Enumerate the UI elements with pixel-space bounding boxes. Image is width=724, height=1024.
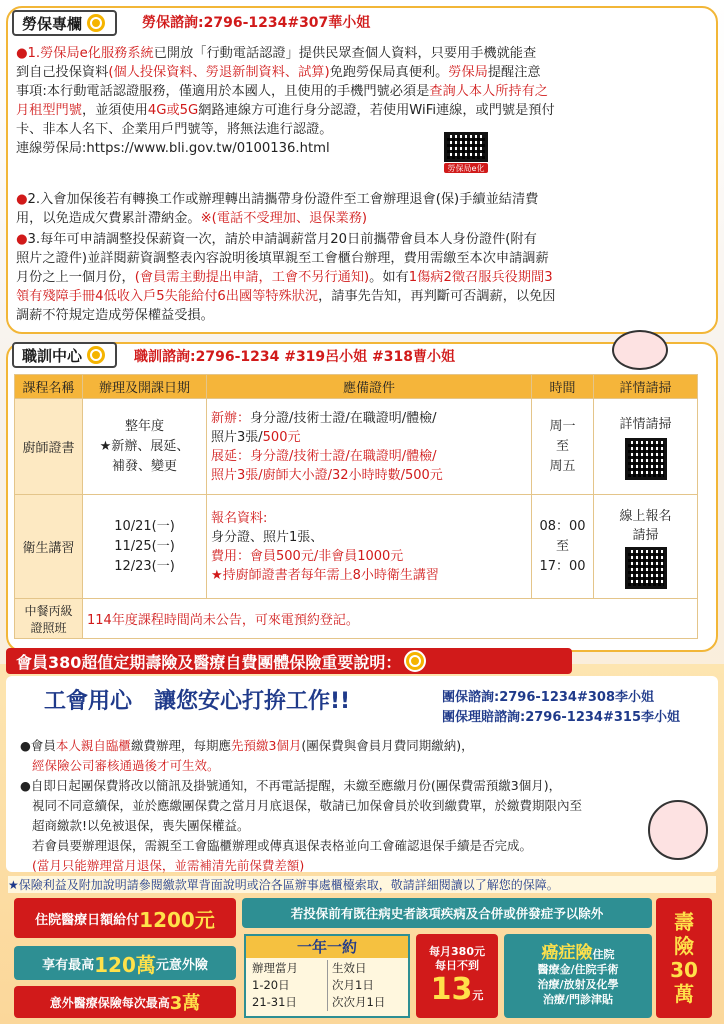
cell-text: 新辦： [211, 410, 251, 426]
value: 120萬 [94, 952, 156, 977]
cell-text: 線上報名 [619, 508, 672, 524]
bar-title: 會員380超值定期壽險及醫療自費團體保險重要說明： [16, 652, 402, 672]
bullet: ●1. [16, 46, 41, 61]
effective-col [327, 960, 402, 1011]
cell-text: 照片3張/廚師大小證/32小時時數/500元 [211, 467, 443, 483]
item-2 [16, 190, 714, 228]
header-time: 時間 [532, 375, 594, 399]
text: 提醒注意 [487, 65, 541, 80]
scan-cell [594, 399, 698, 495]
megaphone-mascot-icon [612, 330, 668, 370]
value: 13 [430, 972, 473, 1007]
header-scan: 詳情請掃 [594, 375, 698, 399]
header-course: 課程名稱 [15, 375, 83, 399]
qr-code[interactable] [625, 438, 667, 480]
text: 萬 [674, 982, 694, 1006]
text: 住院醫療日額給付 [35, 912, 140, 928]
text-red: ※(電話不受理加、退保業務) [200, 211, 368, 226]
text-red: (會員需主動提出申請，工會不另行通知) [134, 270, 370, 285]
cell-text: 周一 [549, 418, 576, 434]
value: 30 [670, 958, 698, 982]
text-red: 4G或5G [147, 103, 199, 118]
table-row [15, 599, 698, 639]
qr-code[interactable] [625, 547, 667, 589]
text: 意外醫療保險每次最高 [49, 995, 170, 1010]
tag-label: 勞保專欄 [22, 14, 83, 33]
training-phone: 職訓諮詢:2796-1234 #319呂小姐 #318曹小姐 [134, 349, 455, 365]
time-cell [532, 495, 594, 599]
text: 照片之證件)並詳閱薪資調整表內容說明後填單親至工會櫃台辦理，費用需繳至本次申請調薪 [16, 251, 549, 266]
text-red: (當月只能辦理當月退保，並需補清先前保費差額) [32, 858, 305, 873]
text: 每日不到 [435, 959, 479, 972]
text: 壽 [674, 910, 694, 934]
cell-text: ★新辦、展延、 [99, 438, 190, 454]
accident-medical-box [14, 986, 236, 1018]
cell-text: 廚師證書 [22, 441, 75, 456]
exclusion-banner: 若投保前有既往病史者該項疾病及合併或併發症予以除外 [242, 898, 652, 928]
text-red: 經保險公司審核通過後才可生效。 [32, 758, 220, 773]
cell-text: 詳情請掃 [619, 417, 672, 432]
cell-text: 10/21(一) [114, 518, 175, 534]
text: 2.入會加保後若有轉換工作或辦理轉出請攜帶身份證件至工會辦理退會(保)手續並結清費 [27, 192, 539, 207]
text: 調薪不符規定造成勞保權益受損。 [16, 308, 214, 323]
text: ，請事先告知，再判斷可否調薪，以免因 [318, 289, 556, 304]
cell-text: 費用：會員500元/非會員1000元 [211, 548, 404, 564]
search-icon [404, 650, 426, 672]
text: 超商繳款!以免被退保，喪失團保權益。 [32, 818, 250, 833]
text-red: 月租型門號 [16, 103, 82, 118]
effective-dates [246, 958, 408, 1013]
course-name [15, 495, 83, 599]
one-year-box [244, 934, 410, 1018]
text: 醫療金/住院手術 [537, 962, 619, 976]
hospital-daily-box [14, 898, 236, 938]
title: 癌症險 [541, 942, 593, 963]
text-red: 先預繳3個月 [230, 738, 302, 753]
text-red: (個人投保資料、勞退新制資料、試算) [108, 65, 330, 80]
cell-text: 身分證、照片1張、 [211, 529, 324, 545]
time-cell [532, 399, 594, 495]
table-row [15, 495, 698, 599]
text-red: 1傷病2徵召服兵役期間3 [408, 270, 553, 285]
search-icon [85, 344, 107, 366]
text: 元 [472, 989, 484, 1002]
cell-text: 展延：身分證/技術士證/在職證明/體檢/ [211, 448, 437, 464]
text: 治療/放射及化學 [537, 977, 619, 991]
cell-text: 請掃 [632, 527, 659, 543]
cell-text: 身分證/技術士證/在職證明/體檢/ [250, 410, 437, 426]
slogan: 工會用心 讓您安心打拚工作!! [44, 689, 351, 714]
claims-phone: 團保理賠諮詢:2796-1234#315李小姐 [442, 710, 680, 725]
text: 生效日 [332, 961, 367, 975]
cell-text: 08：00 [539, 518, 586, 534]
docs-cell [207, 495, 532, 599]
insurance-note: ★保險利益及附加說明請參閱繳款單背面說明或洽各區辦事處櫃檯索取，敬請詳細閱讀以了解您的保障。 [8, 876, 716, 893]
text-red: 領有殘障手冊4低收入戶5失能給付6出國等特殊狀況 [16, 289, 319, 304]
labor-insurance-phone: 勞保諮詢:2796-1234#307華小姐 [142, 15, 371, 31]
text-red: 勞保局 [448, 65, 488, 80]
value: 1200元 [139, 907, 215, 932]
text: 若會員要辦理退保，需親至工會臨櫃辦理或傳真退保表格並向工會確認退保手續是否完成。 [32, 838, 533, 853]
group-insurance-bar [6, 648, 572, 674]
monthly-cost-box [416, 934, 498, 1018]
course-name [15, 599, 83, 639]
life-insurance-box [656, 898, 712, 1018]
text: 已開放「行動電話認證」提供民眾查個人資料，只要用手機就能查 [153, 46, 537, 61]
docs-cell [207, 399, 532, 495]
labor-insurance-tag [12, 10, 117, 36]
bli-link[interactable]: https://www.bli.gov.tw/0100136.html [86, 141, 330, 156]
text: 事項:本行動電話認證服務，僅適用於本國人，且使用的手機門號必須是 [16, 84, 430, 99]
date-cell [83, 495, 207, 599]
cell-text: 500元 [262, 429, 301, 445]
cell-text: 至 [555, 538, 569, 554]
text: ●會員 [20, 738, 56, 753]
cell-text: 照片3張/ [211, 429, 263, 445]
text: 視同不同意續保，並於應繳團保費之當月月底退保，敬請已加保會員於收到繳費單，於繳費期限內至 [32, 798, 583, 813]
apply-col [252, 960, 327, 1011]
table-row [15, 399, 698, 495]
bullet-dot: ● [16, 192, 28, 207]
text: 21-31日 [252, 995, 297, 1009]
text: ，並須使用 [81, 103, 148, 118]
cell-text: 114年度課程時間尚未公告，可來電預約登記。 [87, 613, 359, 628]
qr-code[interactable] [444, 132, 488, 162]
text-red: 本人親自臨櫃 [55, 738, 131, 753]
cell-text: 補發、變更 [111, 458, 177, 474]
header-date: 辦理及開課日期 [83, 375, 207, 399]
scan-cell [594, 495, 698, 599]
group-phone: 團保諮詢:2796-1234#308李小姐 [442, 690, 654, 705]
cell-text: 11/25(一) [114, 538, 175, 554]
course-name [15, 399, 83, 495]
text: 網路連線方可進行身分認證，若使用WiFi連線，或門號是預付 [198, 103, 555, 118]
text: 繳費辦理，每期應 [130, 738, 231, 753]
text: 到自己投保資料 [16, 65, 109, 80]
text: 住院 [592, 947, 615, 961]
text: 享有最高 [42, 957, 95, 973]
date-cell [83, 399, 207, 495]
text: 。如有 [369, 270, 409, 285]
text: 元意外險 [155, 957, 208, 973]
year-title: 一年一約 [246, 936, 408, 958]
cell-text: 至 [555, 438, 569, 454]
text: 免跑勞保局真便利。 [329, 65, 449, 80]
item-3 [16, 230, 714, 325]
text-red: 勞保局e化服務系統 [40, 46, 154, 61]
bullet-dot: ● [16, 232, 28, 247]
cell-text: ★持廚師證書者每年需上8小時衛生講習 [211, 567, 439, 583]
text: 治療/門診津貼 [542, 992, 614, 1006]
text: ●自即日起團保費將改以簡訊及掛號通知，不再電話提醒，未繳至應繳月份(團保費需預繳3個月)， [20, 778, 562, 793]
text: 每月380元 [429, 945, 485, 958]
text: 險 [674, 934, 694, 958]
accident-box [14, 946, 236, 980]
cell-text: 12/23(一) [114, 558, 175, 574]
qr-label: 勞保局e化服務系統 [444, 163, 488, 173]
text: 卡、非本人名下、企業用戶門號等，將無法進行認證。 [16, 122, 333, 137]
group-bullets [20, 736, 640, 876]
text: 次次月1日 [332, 995, 386, 1009]
text: 次月1日 [332, 978, 374, 992]
tag-label: 職訓中心 [22, 346, 83, 365]
cell-text: 報名資料: [211, 510, 268, 526]
text: 用，以免造成欠費累計滯納金。 [16, 211, 201, 226]
cell-text: 整年度 [124, 418, 164, 434]
megaphone-mascot-icon [648, 800, 708, 860]
header-docs: 應備證件 [207, 375, 532, 399]
text-red: 查詢人本人所持有之 [429, 84, 548, 99]
cell-text: 衛生講習 [22, 541, 75, 556]
value: 3萬 [169, 993, 201, 1014]
cell-text: 中餐丙級證照班 [24, 603, 73, 635]
course-table [14, 374, 698, 639]
text: 月份之上一個月份， [16, 270, 135, 285]
search-icon [85, 12, 107, 34]
training-center-tag [12, 342, 117, 368]
info-cell [83, 599, 698, 639]
text: 1-20日 [252, 978, 290, 992]
link-label: 連線勞保局: [16, 141, 87, 156]
text: (團保費與會員月費同期繳納)， [301, 738, 474, 753]
cell-text: 17：00 [539, 558, 586, 574]
text: 辦理當月 [252, 961, 298, 975]
cancer-box [504, 934, 652, 1018]
text: 3.每年可申請調整投保薪資一次，請於申請調薪當月20日前攜帶會員本人身份證件(附有 [27, 232, 537, 247]
cell-text: 周五 [549, 458, 576, 474]
item-1 [16, 44, 714, 158]
